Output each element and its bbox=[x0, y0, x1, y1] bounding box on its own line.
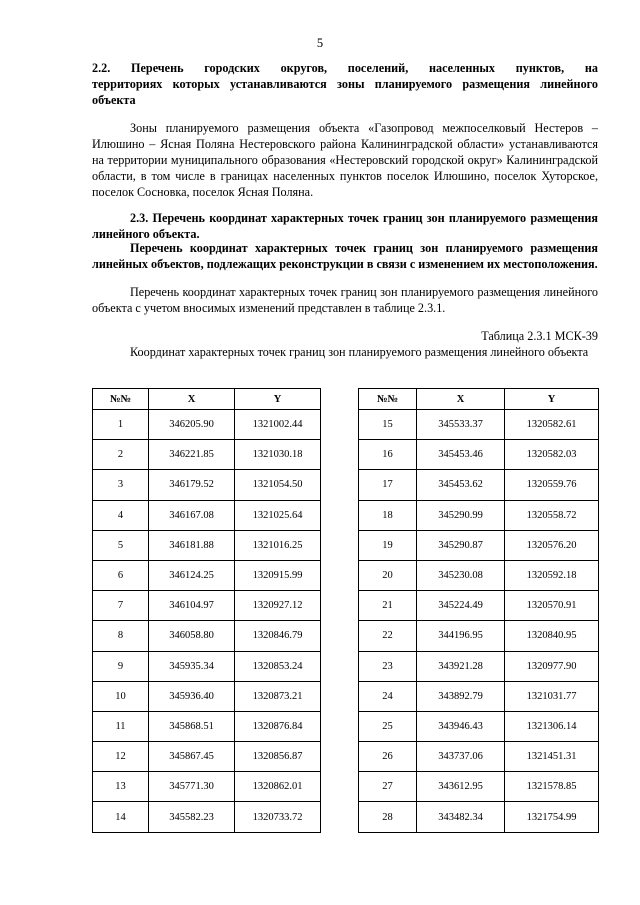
cell-x: 345936.40 bbox=[149, 681, 235, 711]
cell-x: 345582.23 bbox=[149, 802, 235, 832]
cell-y: 1320559.76 bbox=[505, 470, 599, 500]
table-row bbox=[359, 621, 599, 651]
cell-x: 345453.62 bbox=[417, 470, 505, 500]
cell-point-number: 1 bbox=[93, 410, 149, 440]
cell-x: 343482.34 bbox=[417, 802, 505, 832]
cell-point-number: 22 bbox=[359, 621, 417, 651]
table-row bbox=[359, 772, 599, 802]
page-number: 5 bbox=[316, 36, 324, 50]
table-row bbox=[93, 560, 321, 590]
cell-point-number: 18 bbox=[359, 500, 417, 530]
cell-point-number: 21 bbox=[359, 591, 417, 621]
cell-y: 1320873.21 bbox=[235, 681, 321, 711]
cell-y: 1321016.25 bbox=[235, 530, 321, 560]
cell-y: 1320840.95 bbox=[505, 621, 599, 651]
table-row bbox=[93, 742, 321, 772]
section-2-2-heading-rest: территориях которых устанавливаются зоны планируемого размещения линейного объекта bbox=[92, 77, 598, 107]
cell-x: 346167.08 bbox=[149, 500, 235, 530]
cell-y: 1320977.90 bbox=[505, 651, 599, 681]
cell-y: 1321754.99 bbox=[505, 802, 599, 832]
cell-x: 346179.52 bbox=[149, 470, 235, 500]
cell-x: 345290.99 bbox=[417, 500, 505, 530]
coordinates-table-right bbox=[358, 388, 599, 833]
cell-y: 1321306.14 bbox=[505, 711, 599, 741]
cell-point-number: 15 bbox=[359, 410, 417, 440]
table-row bbox=[359, 410, 599, 440]
cell-point-number: 11 bbox=[93, 711, 149, 741]
cell-point-number: 27 bbox=[359, 772, 417, 802]
section-2-3-subheading: Перечень координат характерных точек границ зон планируемого размещения линейных объектов, подлежащих реконструкции в связи с изменением их местоположения. bbox=[92, 241, 598, 271]
cell-x: 346058.80 bbox=[149, 621, 235, 651]
table-row bbox=[93, 591, 321, 621]
table-row bbox=[93, 621, 321, 651]
cell-y: 1320582.03 bbox=[505, 440, 599, 470]
cell-point-number: 6 bbox=[93, 560, 149, 590]
table-row bbox=[93, 500, 321, 530]
section-2-2-heading-line1: 2.2. Перечень городских округов, поселений, населенных пунктов, на bbox=[92, 61, 598, 75]
cell-point-number: 24 bbox=[359, 681, 417, 711]
cell-point-number: 23 bbox=[359, 651, 417, 681]
cell-y: 1321578.85 bbox=[505, 772, 599, 802]
table-header-row bbox=[93, 389, 321, 410]
table-row bbox=[359, 470, 599, 500]
table-caption: Координат характерных точек границ зон планируемого размещения линейного объекта bbox=[130, 345, 589, 359]
header-num: №№ bbox=[359, 389, 417, 410]
cell-x: 343737.06 bbox=[417, 742, 505, 772]
cell-x: 345453.46 bbox=[417, 440, 505, 470]
cell-x: 345771.30 bbox=[149, 772, 235, 802]
cell-y: 1320853.24 bbox=[235, 651, 321, 681]
cell-point-number: 5 bbox=[93, 530, 149, 560]
cell-point-number: 16 bbox=[359, 440, 417, 470]
cell-x: 345935.34 bbox=[149, 651, 235, 681]
cell-x: 345290.87 bbox=[417, 530, 505, 560]
cell-x: 345230.08 bbox=[417, 560, 505, 590]
table-row bbox=[359, 500, 599, 530]
cell-x: 345224.49 bbox=[417, 591, 505, 621]
section-2-2-paragraph: Зоны планируемого размещения объекта «Газопровод межпоселковый Нестеров – Илюшино – Ясная Поляна Нестеровского района Калининградской области» устанавливаются на территории муниципального образования «Нестеровский городской округ» Калининградской области, в том числе в границах населенных пунктов поселок Илюшино, поселок Хуторское, поселок Сосновка, поселок Ясная Поляна. bbox=[92, 121, 598, 199]
cell-y: 1320592.18 bbox=[505, 560, 599, 590]
cell-point-number: 20 bbox=[359, 560, 417, 590]
cell-point-number: 14 bbox=[93, 802, 149, 832]
cell-x: 343892.79 bbox=[417, 681, 505, 711]
cell-point-number: 17 bbox=[359, 470, 417, 500]
table-row bbox=[359, 742, 599, 772]
table-row bbox=[93, 410, 321, 440]
cell-point-number: 12 bbox=[93, 742, 149, 772]
coordinates-table-left bbox=[92, 388, 321, 833]
cell-x: 343946.43 bbox=[417, 711, 505, 741]
table-row bbox=[93, 681, 321, 711]
table-row bbox=[93, 440, 321, 470]
cell-point-number: 3 bbox=[93, 470, 149, 500]
cell-point-number: 28 bbox=[359, 802, 417, 832]
cell-x: 346205.90 bbox=[149, 410, 235, 440]
table-row bbox=[359, 711, 599, 741]
cell-point-number: 13 bbox=[93, 772, 149, 802]
table-row bbox=[359, 560, 599, 590]
cell-x: 346221.85 bbox=[149, 440, 235, 470]
cell-x: 346124.25 bbox=[149, 560, 235, 590]
table-row bbox=[359, 681, 599, 711]
cell-point-number: 19 bbox=[359, 530, 417, 560]
header-x: X bbox=[417, 389, 505, 410]
table-row bbox=[359, 802, 599, 832]
section-2-2-heading bbox=[92, 60, 598, 108]
cell-x: 346104.97 bbox=[149, 591, 235, 621]
cell-x: 346181.88 bbox=[149, 530, 235, 560]
cell-point-number: 25 bbox=[359, 711, 417, 741]
table-header-row bbox=[359, 389, 599, 410]
cell-point-number: 9 bbox=[93, 651, 149, 681]
table-row bbox=[93, 530, 321, 560]
table-row bbox=[93, 772, 321, 802]
cell-x: 345868.51 bbox=[149, 711, 235, 741]
cell-point-number: 2 bbox=[93, 440, 149, 470]
cell-y: 1321030.18 bbox=[235, 440, 321, 470]
cell-y: 1321451.31 bbox=[505, 742, 599, 772]
cell-x: 345867.45 bbox=[149, 742, 235, 772]
cell-y: 1321054.50 bbox=[235, 470, 321, 500]
cell-x: 343921.28 bbox=[417, 651, 505, 681]
table-row bbox=[359, 591, 599, 621]
header-y: Y bbox=[505, 389, 599, 410]
table-row bbox=[93, 651, 321, 681]
cell-y: 1320876.84 bbox=[235, 711, 321, 741]
cell-point-number: 8 bbox=[93, 621, 149, 651]
table-label: Таблица 2.3.1 МСК-39 bbox=[481, 329, 598, 343]
table-row bbox=[93, 802, 321, 832]
header-y: Y bbox=[235, 389, 321, 410]
header-x: X bbox=[149, 389, 235, 410]
cell-y: 1320558.72 bbox=[505, 500, 599, 530]
cell-y: 1320927.12 bbox=[235, 591, 321, 621]
cell-point-number: 7 bbox=[93, 591, 149, 621]
table-row bbox=[359, 651, 599, 681]
section-2-3-paragraph: Перечень координат характерных точек границ зон планируемого размещения линейного объекта с учетом вносимых изменений представлен в таблице 2.3.1. bbox=[92, 285, 598, 315]
cell-y: 1320862.01 bbox=[235, 772, 321, 802]
cell-x: 344196.95 bbox=[417, 621, 505, 651]
header-num: №№ bbox=[93, 389, 149, 410]
table-row bbox=[93, 711, 321, 741]
cell-y: 1320733.72 bbox=[235, 802, 321, 832]
cell-y: 1320582.61 bbox=[505, 410, 599, 440]
cell-y: 1320570.91 bbox=[505, 591, 599, 621]
cell-y: 1320846.79 bbox=[235, 621, 321, 651]
cell-point-number: 4 bbox=[93, 500, 149, 530]
cell-x: 343612.95 bbox=[417, 772, 505, 802]
section-2-3-heading: 2.3. Перечень координат характерных точек границ зон планируемого размещения линейного объекта. bbox=[92, 211, 598, 241]
cell-point-number: 26 bbox=[359, 742, 417, 772]
cell-y: 1321025.64 bbox=[235, 500, 321, 530]
cell-y: 1320915.99 bbox=[235, 560, 321, 590]
cell-y: 1321031.77 bbox=[505, 681, 599, 711]
cell-y: 1320576.20 bbox=[505, 530, 599, 560]
table-row bbox=[359, 440, 599, 470]
table-row bbox=[359, 530, 599, 560]
cell-point-number: 10 bbox=[93, 681, 149, 711]
table-row bbox=[93, 470, 321, 500]
cell-y: 1320856.87 bbox=[235, 742, 321, 772]
cell-y: 1321002.44 bbox=[235, 410, 321, 440]
cell-x: 345533.37 bbox=[417, 410, 505, 440]
